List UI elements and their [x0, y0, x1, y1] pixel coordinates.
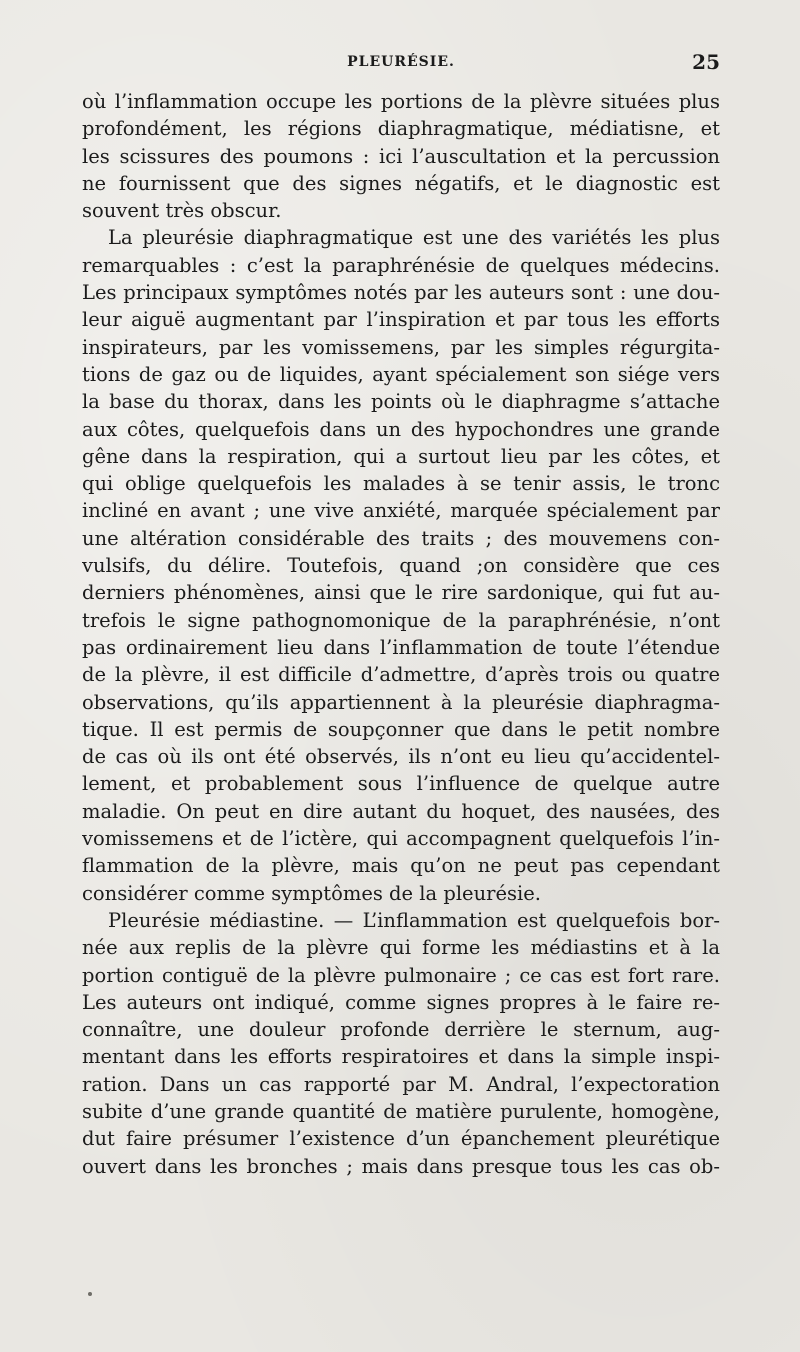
page-number: 25 [692, 50, 720, 74]
text-line: observations, qu’ils appartiennent à la pleurésie diaphragma- [82, 690, 720, 714]
text-line: subite d’une grande quantité de matière purulente, homogène, [82, 1099, 720, 1123]
text-line: la base du thorax, dans les points où le diaphragme s’attache [82, 390, 720, 414]
text-line: ouvert dans les bronches ; mais dans presque tous les cas ob- [82, 1154, 720, 1178]
text-line: ration. Dans un cas rapporté par M. Andral, l’expectoration [82, 1072, 720, 1096]
running-title: PLEURÉSIE. [347, 54, 455, 70]
text-line: vulsifs, du délire. Toutefois, quand ;on considère que ces [82, 554, 720, 578]
text-line: profondément, les régions diaphragmatique, médiatisne, et [82, 117, 720, 141]
text-line: La pleurésie diaphragmatique est une des variétés les plus [108, 226, 720, 250]
text-line: considérer comme symptômes de la pleurésie. [82, 881, 542, 905]
text-line: ne fournissent que des signes négatifs, et le diagnostic est [82, 171, 720, 195]
text-line: pas ordinairement lieu dans l’inflammation de toute l’étendue [82, 635, 720, 659]
text-line: flammation de la plèvre, mais qu’on ne peut pas cependant [82, 854, 720, 878]
text-line: de cas où ils ont été observés, ils n’ont eu lieu qu’accidentel- [82, 745, 720, 769]
text-line: née aux replis de la plèvre qui forme les médiastins et à la [82, 936, 720, 960]
text-line: souvent très obscur. [82, 199, 282, 223]
text-line: leur aiguë augmentant par l’inspiration et par tous les efforts [82, 308, 720, 332]
text-line: tions de gaz ou de liquides, ayant spécialement son siége vers [82, 362, 720, 386]
text-line: gêne dans la respiration, qui a surtout lieu par les côtes, et [82, 444, 720, 468]
text-line: remarquables : c’est la paraphrénésie de quelques médecins. [82, 253, 720, 277]
text-line: dut faire présumer l’existence d’un épanchement pleurétique [82, 1127, 720, 1151]
text-line: de la plèvre, il est difficile d’admettre, d’après trois ou quatre [82, 663, 720, 687]
text-line: Pleurésie médiastine. — L’inflammation est quelquefois bor- [108, 908, 720, 932]
text-line: les scissures des poumons : ici l’auscultation et la percussion [82, 144, 720, 168]
text-line: qui oblige quelquefois les malades à se tenir assis, le tronc [82, 472, 720, 496]
body-text [82, 88, 720, 1180]
running-header [82, 50, 720, 82]
text-line: vomissemens et de l’ictère, qui accompagnent quelquefois l’in- [82, 827, 720, 851]
text-line: mentant dans les efforts respiratoires et dans la simple inspi- [82, 1045, 720, 1069]
text-line: portion contiguë de la plèvre pulmonaire ; ce cas est fort rare. [82, 963, 720, 987]
text-line: incliné en avant ; une vive anxiété, marquée spécialement par [82, 499, 720, 523]
paper-speck [88, 1292, 92, 1296]
text-line: aux côtes, quelquefois dans un des hypochondres une grande [82, 417, 720, 441]
text-line: tique. Il est permis de soupçonner que dans le petit nombre [82, 717, 720, 741]
text-line: trefois le signe pathognomonique de la paraphrénésie, n’ont [82, 608, 720, 632]
text-line: maladie. On peut en dire autant du hoquet, des nausées, des [82, 799, 720, 823]
text-line: derniers phénomènes, ainsi que le rire sardonique, qui fut au- [82, 581, 720, 605]
text-line: lement, et probablement sous l’influence de quelque autre [82, 772, 720, 796]
text-line: Les auteurs ont indiqué, comme signes propres à le faire re- [82, 990, 720, 1014]
text-line: connaître, une douleur profonde derrière le sternum, aug- [82, 1018, 720, 1042]
text-line: Les principaux symptômes notés par les auteurs sont : une dou- [82, 281, 720, 305]
text-line: une altération considérable des traits ; des mouvemens con- [82, 526, 720, 550]
text-line: inspirateurs, par les vomissemens, par les simples régurgita- [82, 335, 720, 359]
text-line: où l’inflammation occupe les portions de la plèvre situées plus [82, 90, 720, 113]
